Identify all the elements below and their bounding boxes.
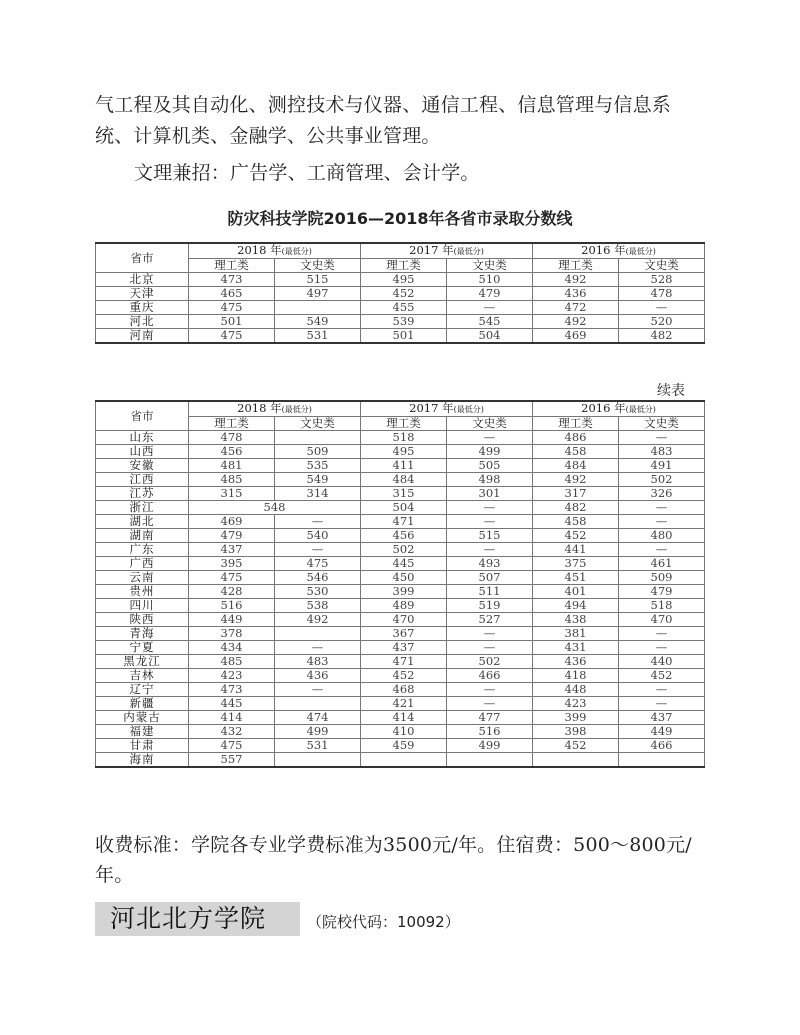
- continuation-label: 续表: [657, 383, 685, 399]
- score-cell: 473: [189, 273, 275, 287]
- score-cell: 437: [619, 711, 705, 725]
- score-cell: 421: [361, 697, 447, 711]
- score-cell: 428: [189, 585, 275, 599]
- score-cell: 484: [361, 473, 447, 487]
- province-cell: 山东: [96, 431, 189, 445]
- score-cell: 440: [619, 655, 705, 669]
- table-row: [96, 585, 705, 599]
- table-row: [96, 557, 705, 571]
- score-cell: 495: [361, 445, 447, 459]
- score-cell: [361, 753, 447, 768]
- year-header: 2016 年(最低分): [533, 401, 705, 417]
- score-cell: 468: [361, 683, 447, 697]
- score-cell: 484: [533, 459, 619, 473]
- score-cell: 515: [275, 273, 361, 287]
- score-cell: 317: [533, 487, 619, 501]
- score-cell: 481: [189, 459, 275, 473]
- school-code: （院校代码：10092）: [307, 913, 460, 931]
- score-cell: 456: [189, 445, 275, 459]
- table-row: [96, 329, 705, 344]
- province-cell: 广西: [96, 557, 189, 571]
- score-cell: 557: [189, 753, 275, 768]
- score-cell: 470: [619, 613, 705, 627]
- score-cell: 381: [533, 627, 619, 641]
- province-cell: 贵州: [96, 585, 189, 599]
- score-cell: 378: [189, 627, 275, 641]
- score-cell: 539: [361, 315, 447, 329]
- score-cell: —: [447, 515, 533, 529]
- score-cell: 499: [447, 445, 533, 459]
- score-cell: 518: [361, 431, 447, 445]
- score-cell: —: [447, 301, 533, 315]
- score-cell: [533, 753, 619, 768]
- province-cell: 甘肃: [96, 739, 189, 753]
- score-cell: 452: [533, 739, 619, 753]
- score-cell: 452: [619, 669, 705, 683]
- province-cell: 新疆: [96, 697, 189, 711]
- score-cell: 432: [189, 725, 275, 739]
- arts-header: 文史类: [619, 259, 705, 273]
- score-cell: 436: [533, 287, 619, 301]
- province-cell: 重庆: [96, 301, 189, 315]
- score-cell: 507: [447, 571, 533, 585]
- score-cell: 459: [361, 739, 447, 753]
- score-cell: 437: [361, 641, 447, 655]
- score-cell: —: [619, 697, 705, 711]
- sci-header: 理工类: [533, 417, 619, 431]
- province-cell: 陕西: [96, 613, 189, 627]
- score-cell: 445: [361, 557, 447, 571]
- year-header: 2018 年(最低分): [189, 401, 361, 417]
- score-cell: 501: [361, 329, 447, 344]
- score-cell: 470: [361, 613, 447, 627]
- table-row: [96, 627, 705, 641]
- score-cell: [619, 753, 705, 768]
- table-row: [96, 487, 705, 501]
- score-cell: 492: [533, 315, 619, 329]
- score-cell: 449: [189, 613, 275, 627]
- score-cell: [447, 753, 533, 768]
- table-row: [96, 301, 705, 315]
- score-cell: 518: [619, 599, 705, 613]
- score-cell: [275, 697, 361, 711]
- score-cell: 530: [275, 585, 361, 599]
- score-cell: 497: [275, 287, 361, 301]
- score-cell: 367: [361, 627, 447, 641]
- arts-science-paragraph: 文理兼招：广告学、工商管理、会计学。: [134, 162, 480, 184]
- arts-header: 文史类: [447, 259, 533, 273]
- score-cell: [275, 431, 361, 445]
- score-cell: 469: [533, 329, 619, 344]
- province-cell: 山西: [96, 445, 189, 459]
- score-cell: 314: [275, 487, 361, 501]
- score-table-main: [95, 242, 705, 344]
- score-cell: 475: [275, 557, 361, 571]
- score-cell: 399: [533, 711, 619, 725]
- score-cell: —: [619, 515, 705, 529]
- score-cell: 499: [275, 725, 361, 739]
- table-row: [96, 515, 705, 529]
- year-header: 2017 年(最低分): [361, 243, 533, 259]
- score-cell: —: [447, 501, 533, 515]
- score-cell: 531: [275, 739, 361, 753]
- score-cell: 411: [361, 459, 447, 473]
- table-row: [96, 501, 705, 515]
- score-cell: [275, 627, 361, 641]
- score-cell: 448: [533, 683, 619, 697]
- score-cell: 423: [533, 697, 619, 711]
- table-row: [96, 473, 705, 487]
- table-row: [96, 683, 705, 697]
- score-cell: 527: [447, 613, 533, 627]
- table-row: [96, 459, 705, 473]
- score-cell: 434: [189, 641, 275, 655]
- province-cell: 福建: [96, 725, 189, 739]
- table-row: [96, 273, 705, 287]
- table-row: [96, 753, 705, 768]
- year-header: 2018 年(最低分): [189, 243, 361, 259]
- score-cell: 441: [533, 543, 619, 557]
- table-row: [96, 529, 705, 543]
- score-cell: 479: [447, 287, 533, 301]
- score-cell: 549: [275, 315, 361, 329]
- score-cell: 477: [447, 711, 533, 725]
- score-cell: —: [619, 683, 705, 697]
- score-cell: 475: [189, 739, 275, 753]
- score-cell: 436: [533, 655, 619, 669]
- score-cell: 479: [189, 529, 275, 543]
- score-cell: 519: [447, 599, 533, 613]
- score-cell: 451: [533, 571, 619, 585]
- score-cell: —: [619, 627, 705, 641]
- table-row: [96, 287, 705, 301]
- score-cell: 315: [189, 487, 275, 501]
- score-cell: 414: [361, 711, 447, 725]
- table-row: [96, 431, 705, 445]
- score-cell: 445: [189, 697, 275, 711]
- score-cell: 545: [447, 315, 533, 329]
- score-cell: 456: [361, 529, 447, 543]
- score-cell: 475: [189, 301, 275, 315]
- score-cell: 549: [275, 473, 361, 487]
- table-row: [96, 571, 705, 585]
- province-cell: 黑龙江: [96, 655, 189, 669]
- province-cell: 四川: [96, 599, 189, 613]
- table-row: [96, 543, 705, 557]
- score-cell: 483: [619, 445, 705, 459]
- score-cell: 538: [275, 599, 361, 613]
- score-cell: 504: [361, 501, 447, 515]
- score-cell: 535: [275, 459, 361, 473]
- score-cell: —: [447, 627, 533, 641]
- score-cell: 505: [447, 459, 533, 473]
- score-cell: —: [275, 641, 361, 655]
- score-cell: 410: [361, 725, 447, 739]
- score-cell: 548: [189, 501, 361, 515]
- score-cell: 437: [189, 543, 275, 557]
- score-cell: 515: [447, 529, 533, 543]
- score-cell: 546: [275, 571, 361, 585]
- score-cell: 423: [189, 669, 275, 683]
- table-row: [96, 655, 705, 669]
- score-cell: 461: [619, 557, 705, 571]
- score-cell: 438: [533, 613, 619, 627]
- table-title: 防灾科技学院2016—2018年各省市录取分数线: [227, 209, 573, 228]
- province-cell: 江苏: [96, 487, 189, 501]
- score-cell: —: [619, 431, 705, 445]
- score-cell: 466: [447, 669, 533, 683]
- score-cell: [275, 301, 361, 315]
- score-cell: 458: [533, 515, 619, 529]
- score-cell: —: [275, 683, 361, 697]
- score-cell: 450: [361, 571, 447, 585]
- score-cell: 326: [619, 487, 705, 501]
- score-cell: 398: [533, 725, 619, 739]
- score-cell: 478: [189, 431, 275, 445]
- score-cell: 509: [275, 445, 361, 459]
- score-table-main-body: [96, 273, 705, 344]
- score-cell: —: [275, 515, 361, 529]
- score-cell: 465: [189, 287, 275, 301]
- province-header: 省市: [96, 401, 189, 431]
- score-cell: 492: [275, 613, 361, 627]
- score-cell: 502: [361, 543, 447, 557]
- province-cell: 河北: [96, 315, 189, 329]
- score-cell: 301: [447, 487, 533, 501]
- sci-header: 理工类: [189, 259, 275, 273]
- score-cell: 401: [533, 585, 619, 599]
- province-cell: 广东: [96, 543, 189, 557]
- score-cell: 471: [361, 515, 447, 529]
- score-cell: 494: [533, 599, 619, 613]
- table-row: [96, 669, 705, 683]
- arts-header: 文史类: [275, 417, 361, 431]
- score-cell: —: [447, 641, 533, 655]
- score-cell: 452: [361, 669, 447, 683]
- province-cell: 浙江: [96, 501, 189, 515]
- arts-header: 文史类: [275, 259, 361, 273]
- school-name: 河北北方学院: [110, 904, 267, 933]
- score-cell: —: [619, 543, 705, 557]
- province-cell: 湖北: [96, 515, 189, 529]
- score-cell: 486: [533, 431, 619, 445]
- score-cell: 495: [361, 273, 447, 287]
- table-row: [96, 315, 705, 329]
- province-cell: 吉林: [96, 669, 189, 683]
- score-cell: 492: [533, 473, 619, 487]
- score-cell: [275, 753, 361, 768]
- province-cell: 青海: [96, 627, 189, 641]
- score-cell: 395: [189, 557, 275, 571]
- score-cell: 493: [447, 557, 533, 571]
- score-cell: —: [275, 543, 361, 557]
- arts-header: 文史类: [619, 417, 705, 431]
- table-row: [96, 725, 705, 739]
- score-cell: 528: [619, 273, 705, 287]
- score-cell: 469: [189, 515, 275, 529]
- score-cell: —: [447, 683, 533, 697]
- score-cell: 452: [533, 529, 619, 543]
- score-cell: 516: [447, 725, 533, 739]
- sci-header: 理工类: [533, 259, 619, 273]
- score-cell: 540: [275, 529, 361, 543]
- score-cell: 531: [275, 329, 361, 344]
- score-cell: 471: [361, 655, 447, 669]
- score-cell: 504: [447, 329, 533, 344]
- score-cell: 466: [619, 739, 705, 753]
- score-cell: 509: [619, 571, 705, 585]
- province-cell: 江西: [96, 473, 189, 487]
- score-cell: 473: [189, 683, 275, 697]
- score-cell: —: [619, 501, 705, 515]
- score-cell: 498: [447, 473, 533, 487]
- score-cell: 511: [447, 585, 533, 599]
- score-cell: 458: [533, 445, 619, 459]
- score-cell: 483: [275, 655, 361, 669]
- year-header: 2017 年(最低分): [361, 401, 533, 417]
- province-cell: 天津: [96, 287, 189, 301]
- score-cell: 315: [361, 487, 447, 501]
- province-cell: 湖南: [96, 529, 189, 543]
- score-cell: —: [447, 543, 533, 557]
- score-cell: 436: [275, 669, 361, 683]
- sci-header: 理工类: [189, 417, 275, 431]
- score-cell: 479: [619, 585, 705, 599]
- score-cell: 475: [189, 571, 275, 585]
- score-cell: 501: [189, 315, 275, 329]
- score-cell: 455: [361, 301, 447, 315]
- score-cell: 485: [189, 655, 275, 669]
- sci-header: 理工类: [361, 259, 447, 273]
- province-cell: 内蒙古: [96, 711, 189, 725]
- score-cell: 485: [189, 473, 275, 487]
- score-cell: 472: [533, 301, 619, 315]
- table-row: [96, 711, 705, 725]
- score-cell: 516: [189, 599, 275, 613]
- score-cell: 499: [447, 739, 533, 753]
- score-cell: 475: [189, 329, 275, 344]
- score-cell: —: [619, 301, 705, 315]
- province-cell: 辽宁: [96, 683, 189, 697]
- province-cell: 宁夏: [96, 641, 189, 655]
- province-header: 省市: [96, 243, 189, 273]
- intro-paragraph: 气工程及其自动化、测控技术与仪器、通信工程、信息管理与信息系统、计算机类、金融学、公共事业管理。: [95, 94, 672, 147]
- sci-header: 理工类: [361, 417, 447, 431]
- score-table-continued-body: [96, 431, 705, 768]
- province-cell: 安徽: [96, 459, 189, 473]
- province-cell: 海南: [96, 753, 189, 768]
- score-cell: 492: [533, 273, 619, 287]
- table-row: [96, 739, 705, 753]
- score-cell: 480: [619, 529, 705, 543]
- score-cell: 482: [533, 501, 619, 515]
- score-cell: 510: [447, 273, 533, 287]
- year-header: 2016 年(最低分): [533, 243, 705, 259]
- fee-paragraph: 收费标准：学院各专业学费标准为3500元/年。住宿费：500～800元/年。: [95, 834, 692, 886]
- score-cell: 502: [619, 473, 705, 487]
- province-cell: 云南: [96, 571, 189, 585]
- score-cell: 449: [619, 725, 705, 739]
- score-cell: 399: [361, 585, 447, 599]
- table-row: [96, 445, 705, 459]
- score-cell: 520: [619, 315, 705, 329]
- score-cell: 414: [189, 711, 275, 725]
- score-cell: —: [447, 697, 533, 711]
- table-row: [96, 599, 705, 613]
- score-cell: 478: [619, 287, 705, 301]
- score-cell: 482: [619, 329, 705, 344]
- table-row: [96, 641, 705, 655]
- table-row: [96, 613, 705, 627]
- score-cell: —: [447, 431, 533, 445]
- score-cell: 431: [533, 641, 619, 655]
- arts-header: 文史类: [447, 417, 533, 431]
- province-cell: 河南: [96, 329, 189, 344]
- score-table-continued: [95, 400, 705, 768]
- score-cell: 502: [447, 655, 533, 669]
- score-cell: 418: [533, 669, 619, 683]
- table-row: [96, 697, 705, 711]
- score-cell: 375: [533, 557, 619, 571]
- score-cell: 489: [361, 599, 447, 613]
- score-cell: 452: [361, 287, 447, 301]
- score-cell: 474: [275, 711, 361, 725]
- province-cell: 北京: [96, 273, 189, 287]
- score-cell: —: [619, 641, 705, 655]
- score-cell: 491: [619, 459, 705, 473]
